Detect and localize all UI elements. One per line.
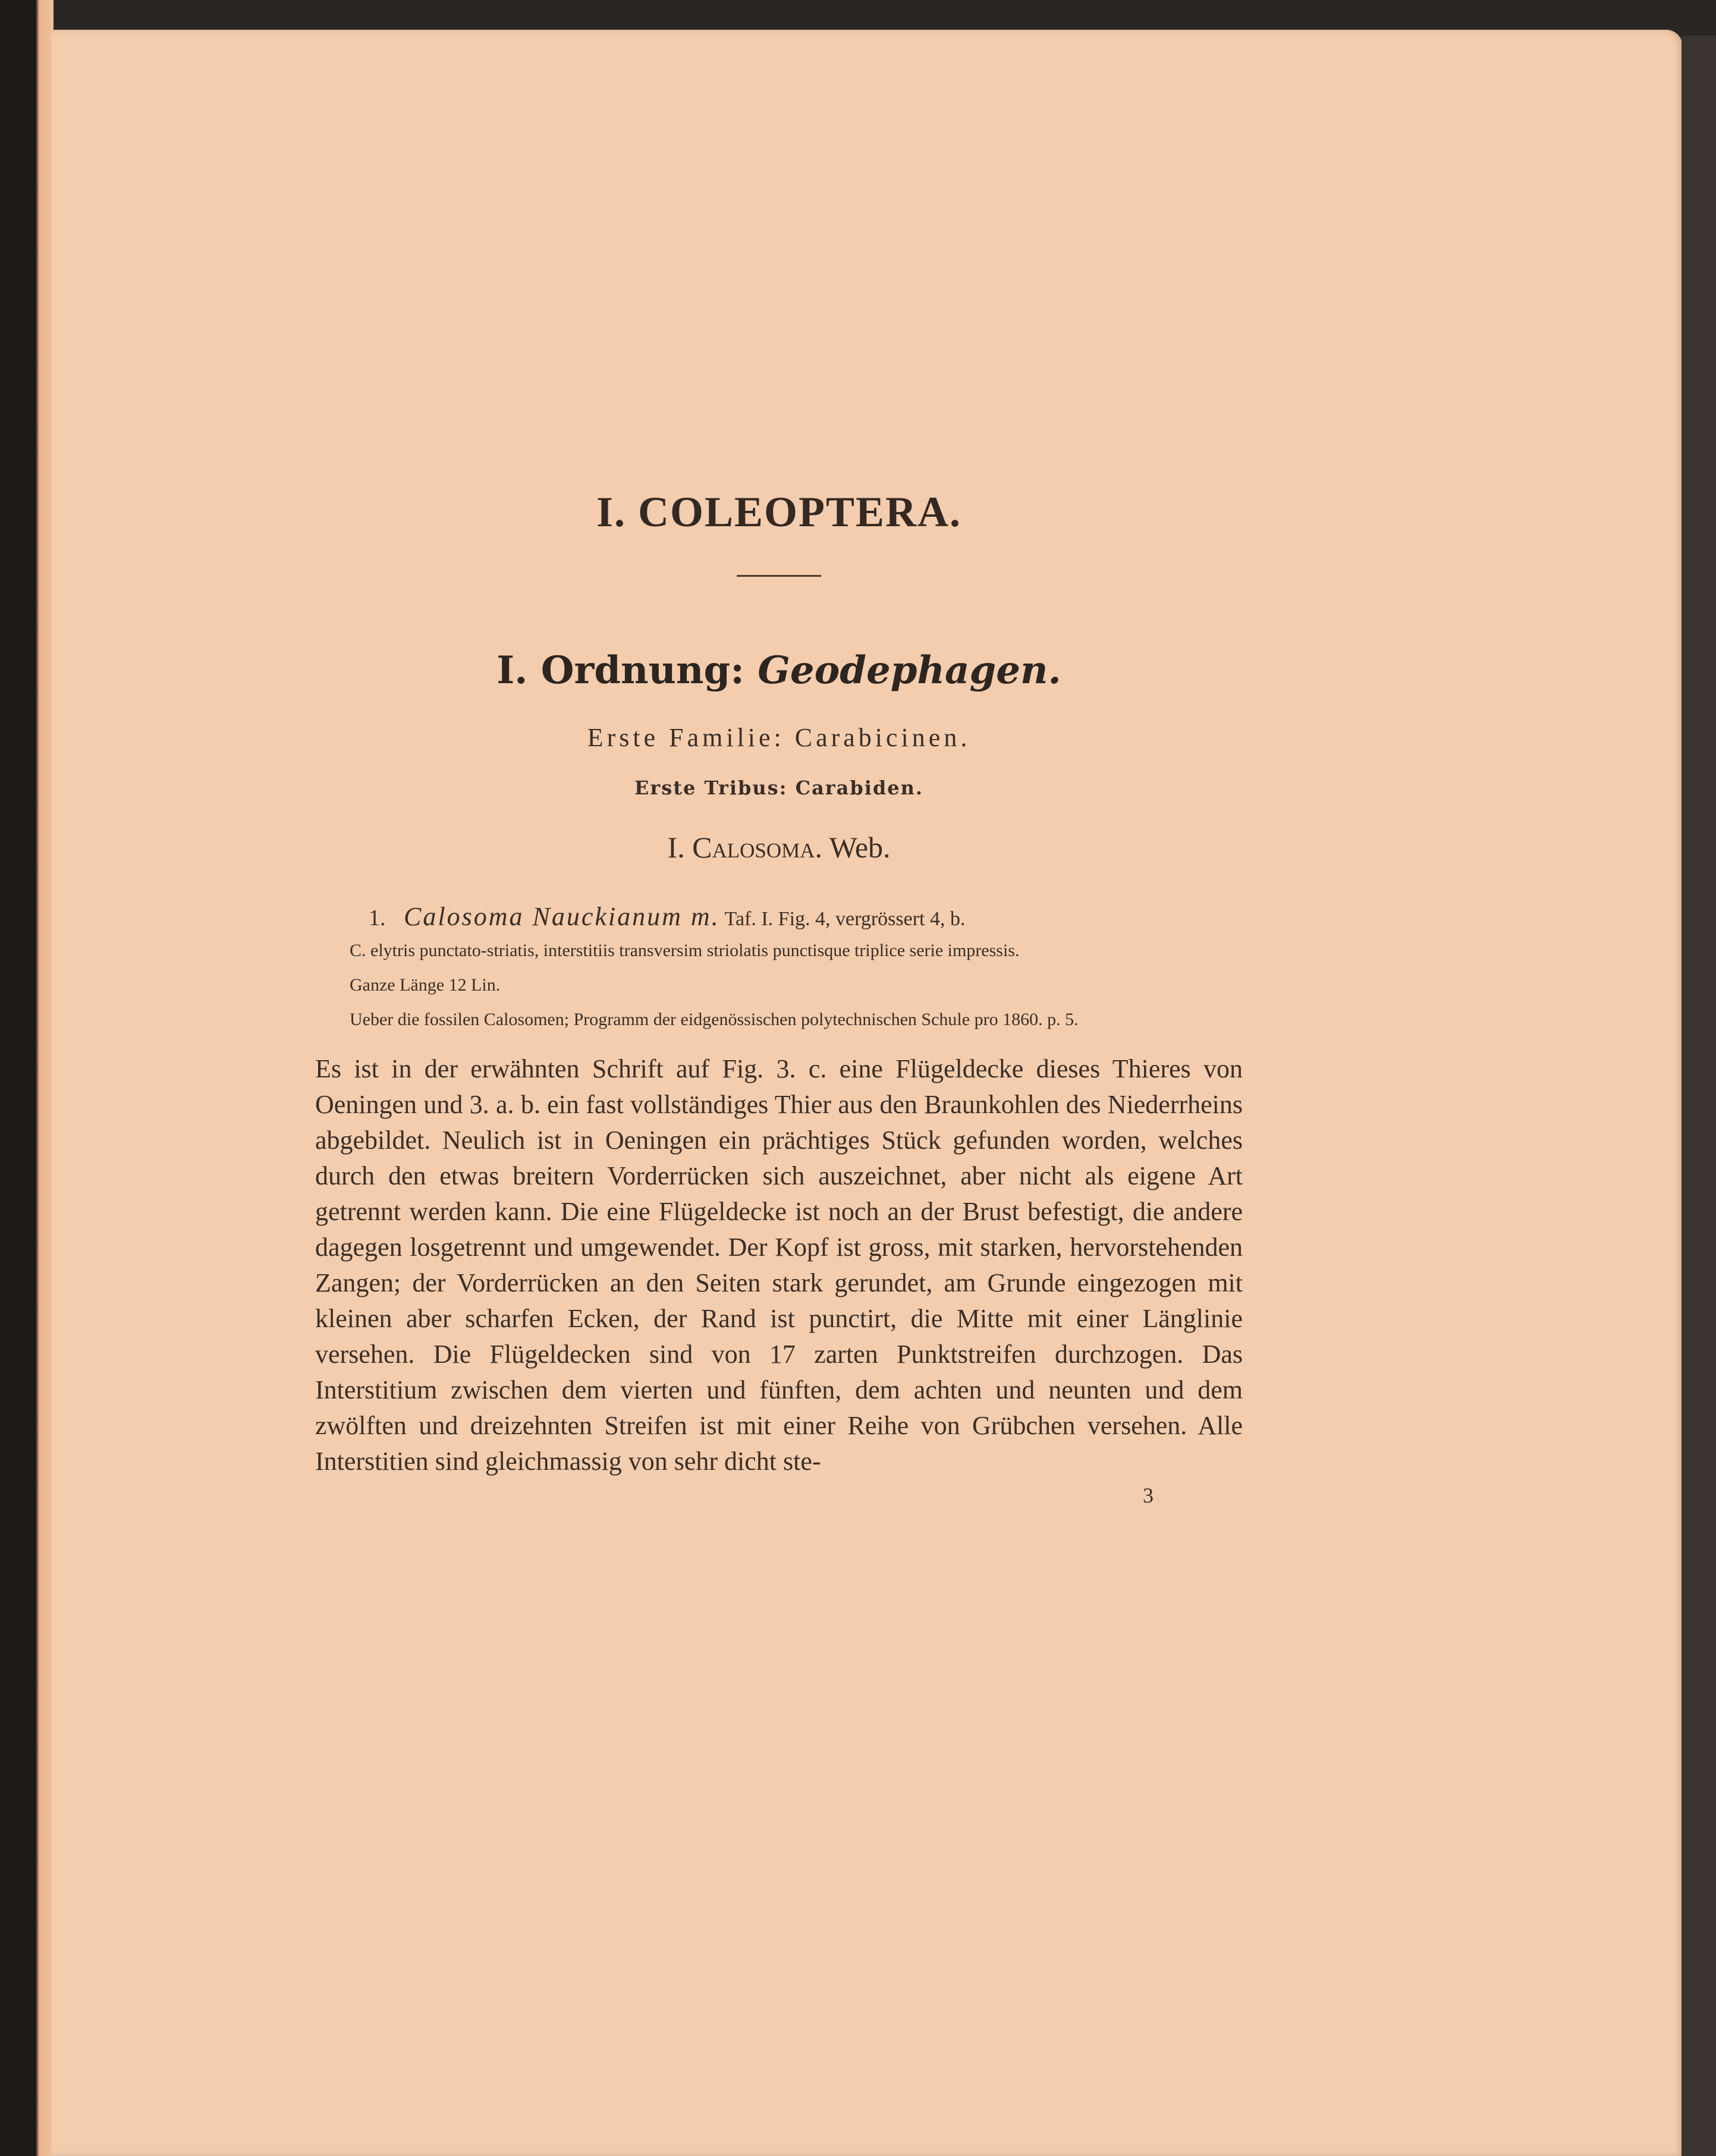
genus-author: . Web.: [815, 831, 891, 864]
species-name: Calosoma Nauckianum m.: [404, 902, 720, 931]
book-spine: [0, 0, 54, 2156]
species-number: 1.: [369, 906, 386, 931]
page-content: [315, 488, 1243, 1508]
title-rule: [737, 575, 821, 577]
genus-heading: [315, 830, 1243, 865]
species-reference: Taf. I. Fig. 4, vergrössert 4, b.: [724, 908, 966, 930]
family-heading: Erste Familie: Carabicinen.: [587, 723, 971, 752]
order-prefix: I. Ordnung:: [496, 648, 744, 693]
genus-name: Calosoma: [692, 831, 815, 864]
species-heading: [369, 903, 1243, 934]
body-paragraph: Es ist in der erwähnten Schrift auf Fig. 3. c. eine Flügeldecke dieses Thieres von Oeningen und 3. a. b. ein fast vollständiges Thier aus den Braunkohlen des Niederrheins abgebildet. Neulich ist in Oeningen ein prächtiges Stück gefunden worden, welches durch den etwas breitern Vorderrücken sich auszeichnet, aber nicht als eigene Art getrennt werden kann. Die eine Flügeldecke ist noch an der Brust befestigt, die andere dagegen losgetrennt und umgewendet. Der Kopf ist gross, mit starken, hervorstehenden Zangen; der Vorderrücken an den Seiten stark gerundet, am Grunde eingezogen mit kleinen aber scharfen Ecken, der Rand ist punctirt, die Mitte mit einer Länglinie versehen. Die Flügeldecken sind von 17 zarten Punktstreifen durchzogen. Das Interstitium zwischen dem vierten und fünften, dem achten und neunten und dem zwölften und dreizehnten Streifen ist mit einer Reihe von Grübchen versehen. Alle Interstitien sind gleichmassig von sehr dicht ste-: [315, 1054, 1243, 1476]
chapter-title: I. COLEOPTERA.: [596, 488, 962, 536]
tribus-heading: Erste Tribus: Carabiden.: [634, 777, 924, 799]
order-heading: [315, 648, 1243, 693]
diagnosis: C. elytris punctato-striatis, interstitiis transversim striolatis punctisque triplice serie impressis.: [350, 941, 1020, 960]
page-number: 3: [1143, 1484, 1154, 1507]
order-name: Geodephagen.: [758, 648, 1061, 693]
literature-reference: Ueber die fossilen Calosomen; Programm der eidgenössischen polytechnischen Schule pro 1860. p. 5.: [350, 1010, 1079, 1029]
length-note: Ganze Länge 12 Lin.: [350, 975, 501, 995]
genus-number: I.: [667, 831, 685, 864]
page-edge-background: [1682, 36, 1716, 2156]
